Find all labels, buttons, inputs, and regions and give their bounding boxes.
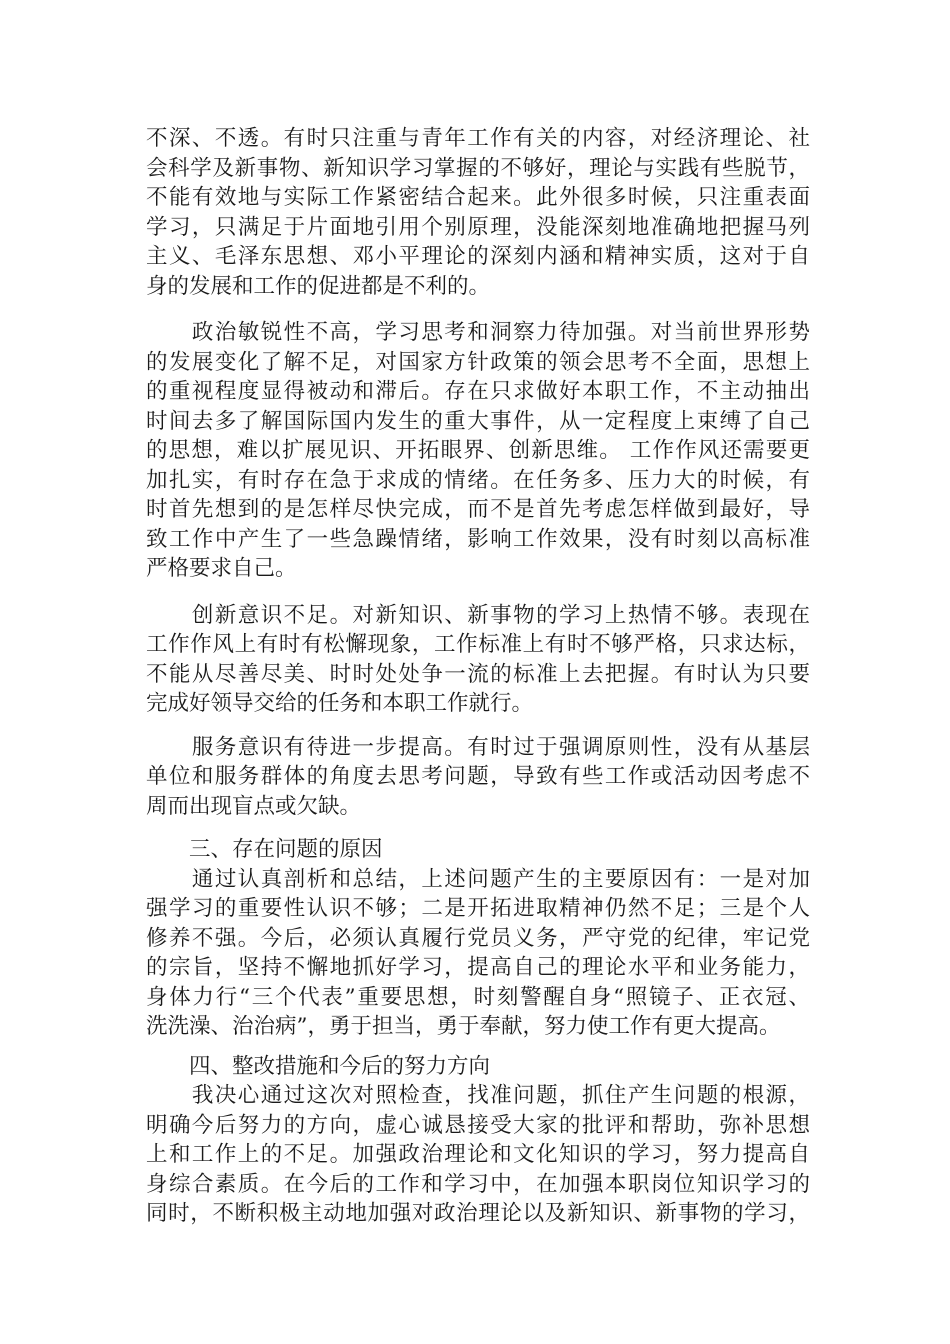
text-line: 我决心通过这次对照检查，找准问题，抓住产生问题的根源，	[146, 1083, 810, 1108]
paragraph-theory-study	[146, 124, 810, 301]
text-line: 强学习的重要性认识不够；二是开拓进取精神仍然不足；三是个人	[146, 896, 810, 921]
text-line: 不能有效地与实际工作紧密结合起来。此外很多时候，只注重表面	[146, 185, 810, 210]
section-heading-measures	[146, 1052, 810, 1082]
text-line: 加扎实，有时存在急于求成的情绪。在任务多、压力大的时候，有	[146, 467, 810, 493]
text-line: 洗洗澡、治治病”，勇于担当，勇于奉献，努力使工作有更大提高。	[146, 1014, 781, 1039]
text-line: 上和工作上的不足。加强政治理论和文化知识的学习，努力提高自	[146, 1142, 810, 1167]
text-line: 单位和服务群体的角度去思考问题，导致有些工作或活动因考虑不	[146, 764, 810, 789]
text-line: 身体力行“三个代表”重要思想，时刻警醒自身“照镜子、正衣冠、	[146, 984, 810, 1010]
text-line: 同时，不断积极主动地加强对政治理论以及新知识、新事物的学习，	[146, 1201, 810, 1226]
text-line: 周而出现盲点或欠缺。	[146, 793, 362, 819]
text-line: 主义、毛泽东思想、邓小平理论的深刻内涵和精神实质，这对于自	[146, 244, 810, 269]
text-line: 修养不强。今后，必须认真履行党员义务，严守党的纪律，牢记党	[146, 925, 810, 951]
text-line: 致工作中产生了一些急躁情绪，影响工作效果，没有时刻以高标准	[146, 526, 810, 552]
text-line: 会科学及新事物、新知识学习掌握的不够好，理论与实践有些脱节，	[146, 155, 810, 181]
text-line: 身综合素质。在今后的工作和学习中，在加强本职岗位知识学习的	[146, 1171, 810, 1197]
text-line: 的宗旨，坚持不懈地抓好学习，提高自己的理论水平和业务能力，	[146, 955, 810, 980]
text-line: 工作作风上有时有松懈现象，工作标准上有时不够严格，只求达标，	[146, 632, 810, 657]
text-line: 时首先想到的是怎样尽快完成，而不是首先考虑怎样做到最好，导	[146, 497, 810, 522]
text-line: 不深、不透。有时只注重与青年工作有关的内容，对经济理论、社	[146, 126, 810, 151]
section-heading: 四、整改措施和今后的努力方向	[146, 1053, 491, 1079]
paragraph-service-awareness	[146, 733, 810, 822]
section-heading-causes	[146, 835, 810, 865]
text-line: 明确今后努力的方向，虚心诚恳接受大家的批评和帮助，弥补思想	[146, 1112, 810, 1138]
section-heading: 三、存在问题的原因	[146, 837, 383, 862]
text-line: 政治敏锐性不高，学习思考和洞察力待加强。对当前世界形势	[146, 320, 810, 345]
text-line: 的重视程度显得被动和滞后。存在只求做好本职工作，不主动抽出	[146, 379, 810, 404]
paragraph-measures	[146, 1081, 810, 1229]
text-line: 身的发展和工作的促进都是不利的。	[146, 273, 491, 299]
text-line: 学习，只满足于片面地引用个别原理，没能深刻地准确地把握马列	[146, 214, 810, 240]
text-line: 的思想，难以扩展见识、开拓眼界、创新思维。 工作作风还需要更	[146, 438, 810, 463]
paragraph-political-sensitivity	[146, 318, 810, 584]
text-line: 通过认真剖析和总结，上述问题产生的主要原因有：一是对加	[146, 866, 810, 892]
text-line: 创新意识不足。对新知识、新事物的学习上热情不够。表现在	[146, 602, 810, 628]
paragraph-innovation	[146, 601, 810, 719]
paragraph-causes	[146, 865, 810, 1042]
text-line: 的发展变化了解不足，对国家方针政策的领会思考不全面，思想上	[146, 349, 810, 375]
text-line: 严格要求自己。	[146, 556, 297, 581]
text-line: 服务意识有待进一步提高。有时过于强调原则性，没有从基层	[146, 734, 810, 760]
text-line: 完成好领导交给的任务和本职工作就行。	[146, 691, 534, 716]
document-page	[146, 124, 810, 1229]
text-line: 不能从尽善尽美、时时处处争一流的标准上去把握。有时认为只要	[146, 661, 810, 687]
text-line: 时间去多了解国际国内发生的重大事件，从一定程度上束缚了自己	[146, 408, 810, 434]
